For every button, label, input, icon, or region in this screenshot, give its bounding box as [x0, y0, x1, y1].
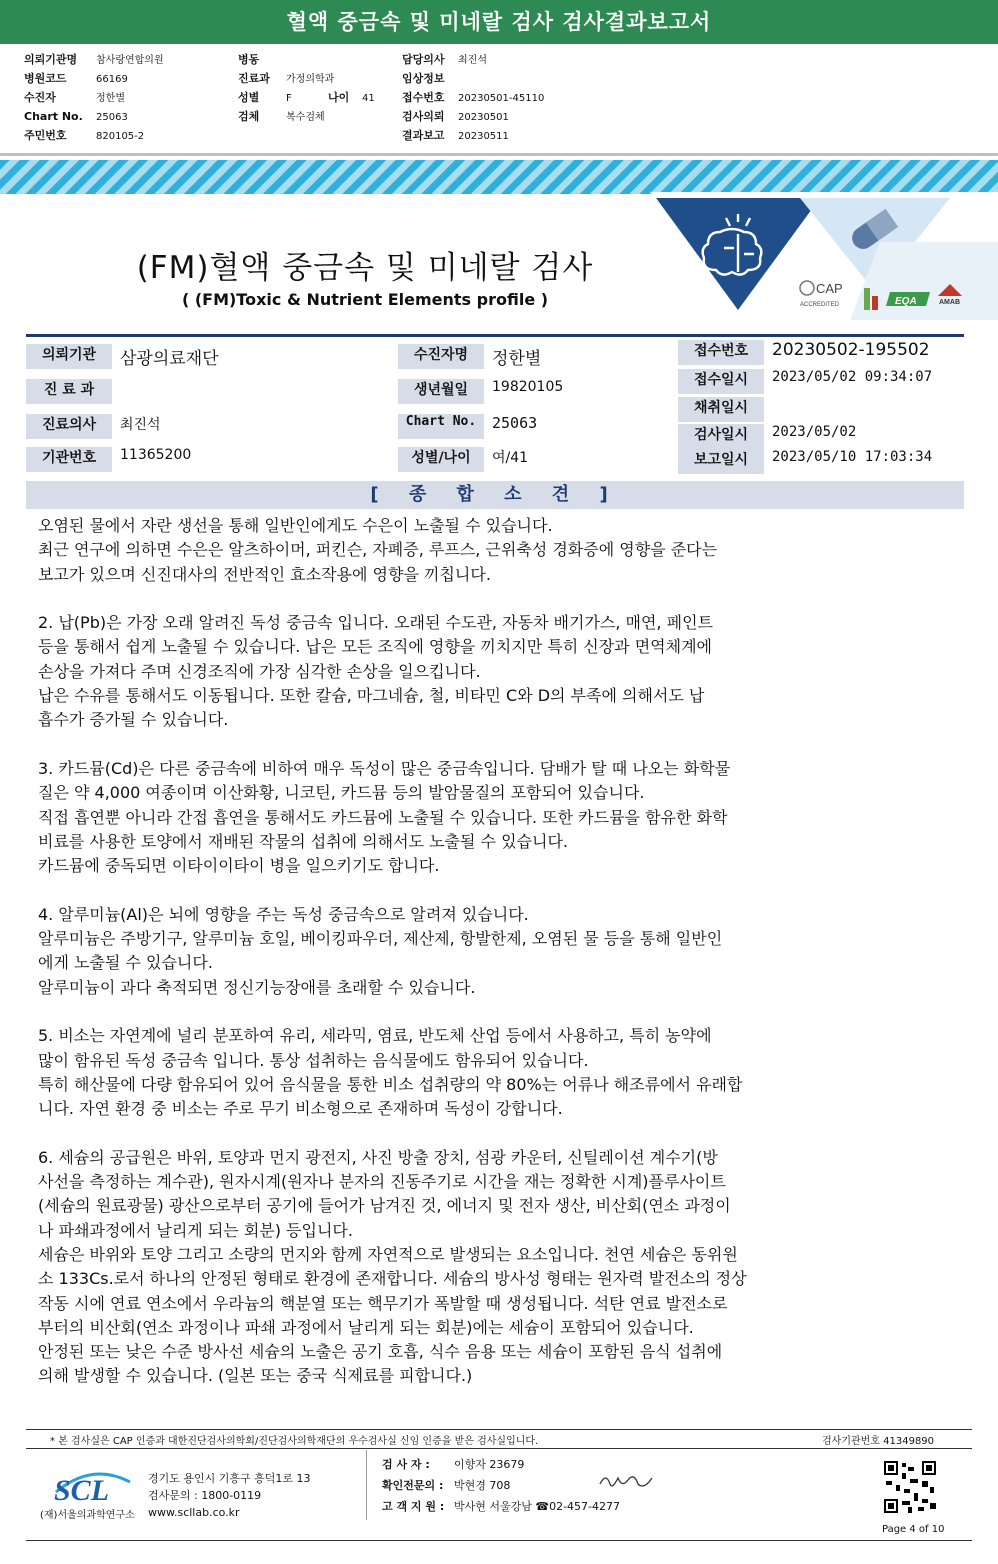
label-inst: 의뢰기관: [26, 344, 112, 369]
footer-divider-bottom: [26, 1540, 972, 1541]
label-support: 고 객 지 원 :: [382, 1500, 445, 1513]
value-specialist: 박현경 708: [454, 1479, 511, 1492]
summary-gap: [38, 1000, 898, 1024]
label-dept: 진 료 과: [26, 379, 112, 404]
value-attending-doctor: 최진석: [458, 55, 487, 66]
report-subtitle: ( (FM)Toxic & Nutrient Elements profile ): [181, 290, 549, 309]
label-chart-no-main: Chart No.: [398, 414, 484, 439]
summary-line: 손상을 가져다 주며 신경조직에 가장 심각한 손상을 일으킵니다.: [38, 661, 481, 681]
label-resident-no: 주민번호: [24, 129, 67, 142]
summary-line: 사선을 측정하는 계수관), 원자시계(원자나 분자의 진동주기로 시간을 재는 정확한 시계)플루사이트: [38, 1172, 726, 1192]
value-chart-no-main: 25063: [492, 414, 538, 432]
summary-line: (세슘의 원료광물) 광산으로부터 공기에 들어가 남겨진 것, 에너지 및 전자 생산, 비산회(연소 과정이: [38, 1196, 731, 1216]
value-sex-age: 여/41: [492, 450, 529, 466]
label-attending-doctor: 담당의사: [402, 53, 445, 66]
label-birth: 생년월일: [398, 379, 484, 404]
label-sex-age: 성별/나이: [398, 447, 484, 472]
page-number: Page 4 of 10: [882, 1524, 945, 1535]
label-receipt-no-main: 접수번호: [678, 340, 764, 365]
summary-line: 흡수가 증가될 수 있습니다.: [38, 710, 229, 730]
footer-institution-no: 검사기관번호 41349890: [822, 1436, 935, 1447]
value-chart-no: 25063: [96, 112, 128, 123]
summary-line: 납은 수유를 통해서도 이동됩니다. 또한 칼슘, 마그네슘, 철, 비타민 C와 D의 부족에 의해서도 납: [38, 686, 705, 706]
label-department: 진료과: [238, 72, 270, 85]
summary-heading: [ 종 합 소 견 ]: [26, 481, 964, 509]
label-chart-no: Chart No.: [24, 110, 83, 123]
summary-gap: [38, 878, 898, 902]
summary-line: 6. 세슘의 공급원은 바위, 토양과 먼지 광전지, 사진 방출 장치, 섬광 카운터, 신틸레이션 계수기(방: [38, 1147, 718, 1167]
value-receipt-no: 20230501-45110: [458, 93, 545, 104]
label-name: 수진자명: [398, 344, 484, 369]
lab-address-block: [148, 1470, 311, 1521]
summary-line: 오염된 물에서 자란 생선을 통해 일반인에게도 수은이 노출될 수 있습니다.: [38, 516, 553, 535]
report-title: (FM)혈액 중금속 및 미네랄 검사: [136, 250, 594, 286]
value-sex: F: [286, 93, 292, 104]
patient-info-col-3: [402, 50, 544, 145]
value-hospital-code: 66169: [96, 74, 128, 85]
label-receipt-datetime: 접수일시: [678, 369, 764, 394]
summary-line: 안정된 또는 낮은 수준 방사선 세슘의 노출은 공기 호흡, 식수 음용 또는 세슘이 포함된 음식 섭취에: [38, 1342, 723, 1362]
value-report-datetime: 2023/05/10 17:03:34: [772, 449, 933, 465]
label-receipt-no: 접수번호: [402, 91, 445, 104]
value-resident-no: 820105-2: [96, 131, 145, 142]
value-result-report: 20230511: [458, 131, 509, 142]
label-clinical-info: 임상정보: [402, 72, 445, 85]
footer-divider-top: [26, 1429, 972, 1430]
value-inst: 삼광의료재단: [120, 349, 219, 369]
amab-logo-text: AMAB: [939, 299, 960, 306]
summary-line: 4. 알루미늄(Al)은 뇌에 영향을 주는 독성 중금속으로 알려져 있습니다.: [38, 904, 529, 924]
label-sex: 성별: [238, 91, 260, 104]
summary-line: 최근 연구에 의하면 수은은 알츠하이머, 퍼킨슨, 자폐증, 루프스, 근위축성 경화증에 영향을 준다는: [38, 540, 718, 560]
label-ward: 병동: [238, 53, 260, 66]
value-tester: 이향자 23679: [454, 1458, 525, 1471]
summary-line: 비료를 사용한 토양에서 재배된 작물의 섭취에 의해서도 노출될 수 있습니다.: [38, 831, 568, 851]
label-org-no: 기관번호: [26, 447, 112, 472]
value-doctor: 최진석: [120, 417, 161, 433]
value-requesting-org: 참사랑연합의원: [96, 55, 164, 66]
summary-line: 니다. 자연 환경 중 비소는 주로 무기 비소형으로 존재하며 독성이 강합니다.: [38, 1099, 563, 1119]
qr-code[interactable]: [882, 1459, 938, 1515]
summary-line: 의해 발생할 수 있습니다. (일본 또는 중국 식제료를 피합니다.): [38, 1366, 473, 1386]
summary-line: 부터의 비산회(연소 과정이나 파쇄 과정에서 날리게 되는 회분)에는 세슘이 포함되어 있습니다.: [38, 1317, 694, 1337]
label-hospital-code: 병원코드: [24, 72, 67, 85]
summary-line: 알루미늄이 과다 축적되면 정신기능장애를 초래할 수 있습니다.: [38, 977, 476, 997]
scl-logo-text: SCL: [54, 1474, 110, 1506]
summary-line: 많이 함유된 독성 중금속 입니다. 통상 섭취하는 음식물에도 함유되어 있습니다.: [38, 1050, 589, 1070]
value-support: 박사현 서울강남 ☎02-457-4277: [454, 1500, 621, 1513]
summary-line: 3. 카드뮴(Cd)은 다른 중금속에 비하여 매우 독성이 많은 중금속입니다. 담배가 탈 때 나오는 화학물: [38, 758, 731, 778]
value-test-request: 20230501: [458, 112, 509, 123]
decorative-stripes: [0, 160, 998, 194]
label-specialist: 확인전문의 :: [382, 1479, 444, 1492]
footer-accreditation-note: * 본 검사실은 CAP 인증과 대한진단검사의학회/진단검사의학재단의 우수검사실 신임 인증을 받은 검사실입니다.: [50, 1436, 539, 1447]
patient-info-panel: [0, 44, 998, 156]
cap-logo-text: CAP: [816, 281, 843, 296]
value-age: 41: [362, 93, 375, 104]
value-test-datetime: 2023/05/02: [772, 424, 857, 440]
summary-line: 질은 약 4,000 여종이며 이산화황, 니코틴, 카드뮴 등의 발암물질의 포함되어 있습니다.: [38, 783, 645, 803]
value-patient: 정한별: [96, 93, 125, 104]
value-department: 가정의학과: [286, 74, 335, 85]
summary-line: 세슘은 바위와 토양 그리고 소량의 먼지와 함께 자연적으로 발생되는 요소입니다. 천연 세슘은 동위원: [38, 1244, 738, 1264]
value-birth: 19820105: [492, 379, 564, 395]
label-specimen: 검체: [238, 110, 260, 123]
label-collect-datetime: 채취일시: [678, 397, 764, 422]
summary-line: 작동 시에 연료 연소에서 우라늄의 핵분열 또는 핵무기가 폭발할 때 생성됩니다. 석탄 연료 발전소로: [38, 1293, 728, 1313]
label-test-request: 검사의뢰: [402, 110, 445, 123]
value-org-no: 11365200: [120, 447, 192, 463]
summary-line: 보고가 있으며 신진대사의 전반적인 효소작용에 영향을 끼칩니다.: [38, 564, 491, 584]
lab-website[interactable]: www.scllab.co.kr: [148, 1506, 240, 1519]
lab-address: 경기도 용인시 기흥구 흥덕1로 13: [148, 1472, 311, 1485]
scl-logo: [52, 1462, 132, 1506]
report-banner-title: 혈액 중금속 및 미네랄 검사 검사결과보고서: [0, 0, 998, 44]
label-doctor: 진료의사: [26, 414, 112, 439]
label-age: 나이: [328, 91, 350, 104]
label-requesting-org: 의뢰기관명: [24, 53, 78, 66]
info-table: [26, 334, 964, 468]
label-report-datetime: 보고일시: [678, 449, 764, 474]
value-dept: [112, 379, 392, 404]
summary-gap: [38, 587, 898, 611]
footer-divider-mid: [26, 1448, 972, 1449]
summary-gap: [38, 733, 898, 757]
summary-line: 2. 납(Pb)은 가장 오래 알려진 독성 중금속 입니다. 오래된 수도관, 자동차 배기가스, 매연, 페인트: [38, 613, 713, 633]
summary-line: 카드뮴에 중독되면 이타이이타이 병을 일으키기도 합니다.: [38, 856, 440, 876]
footer-separator: [366, 1450, 367, 1520]
patient-info-col-1: [24, 50, 164, 145]
value-receipt-no-main: 20230502-195502: [772, 340, 930, 360]
value-name: 정한별: [492, 349, 542, 369]
label-result-report: 결과보고: [402, 129, 445, 142]
label-patient: 수진자: [24, 91, 56, 104]
summary-line: 등을 통해서 쉽게 노출될 수 있습니다. 납은 모든 조직에 영향을 끼치지만 특히 신장과 면역체계에: [38, 637, 712, 657]
summary-line: 나 파쇄과정에서 날리게 되는 회분) 등입니다.: [38, 1220, 353, 1240]
summary-body: [38, 514, 898, 1389]
eqa-logo-text: EQA: [895, 296, 917, 307]
lab-name: (재)서울의과학연구소: [40, 1510, 135, 1521]
patient-info-col-2: [238, 50, 375, 126]
value-specimen: 복수검체: [286, 112, 325, 123]
summary-line: 소 133Cs.로서 하나의 안정된 형태로 환경에 존재합니다. 세슘의 방사성 형태는 원자력 발전소의 정상: [38, 1269, 747, 1289]
staff-block: [382, 1454, 620, 1517]
eqa-logo: [886, 292, 930, 307]
summary-line: 알루미늄은 주방기구, 알루미늄 호일, 베이킹파우더, 제산제, 항발한제, 오염된 물 등을 통해 일반인: [38, 929, 723, 949]
summary-line: 특히 해산물에 다량 함유되어 있어 음식물을 통한 비소 섭취량의 약 80%는 어류나 해조류에서 유래합: [38, 1074, 743, 1094]
summary-line: 5. 비소는 자연계에 널리 분포하여 유리, 세라믹, 염료, 반도체 산업 등에서 사용하고, 특히 농약에: [38, 1026, 712, 1046]
label-test-datetime: 검사일시: [678, 424, 764, 449]
value-collect-datetime: [764, 397, 964, 422]
value-receipt-datetime: 2023/05/02 09:34:07: [772, 369, 933, 385]
summary-line: 에게 노출될 수 있습니다.: [38, 953, 213, 973]
label-tester: 검 사 자 :: [382, 1458, 430, 1471]
summary-line: 직접 흡연뿐 아니라 간접 흡연을 통해서도 카드뮴에 노출될 수 있습니다. 또한 카드뮴을 함유한 화학: [38, 807, 728, 827]
lab-phone: 검사문의 : 1800-0119: [148, 1489, 262, 1502]
signature-image: [596, 1470, 656, 1492]
cap-logo-subtext: ACCREDITED: [800, 302, 840, 308]
summary-gap: [38, 1121, 898, 1145]
